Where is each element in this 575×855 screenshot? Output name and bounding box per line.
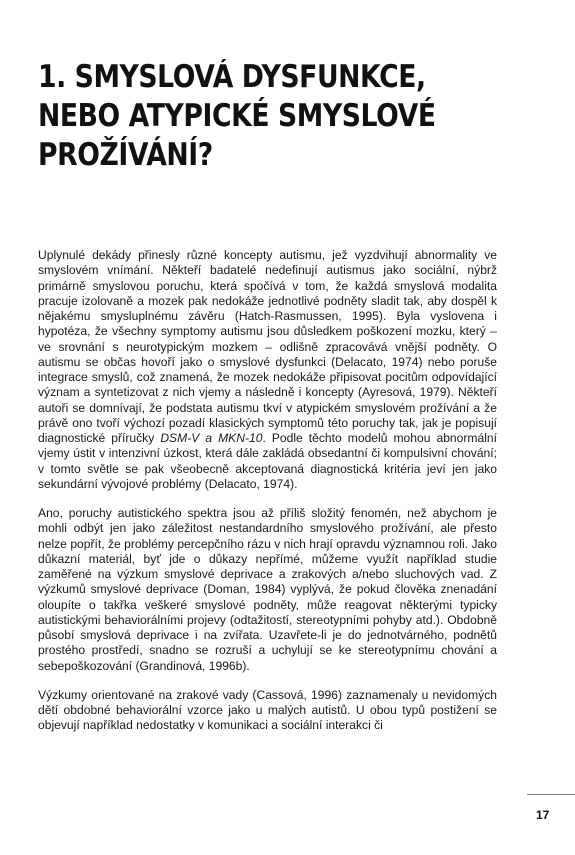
paragraph-italic-text: DSM-V a MKN-10	[160, 431, 263, 445]
paragraph-text: Ano, poruchy autistického spektra jsou až příliš složitý fenomén, než abychom je mohli odbýt jen jako záležitost nestandardního smyslového prožívání, ale přesto nelze popřít, že problémy percepčního rázu v nich hrají opravdu významnou roli. Jako důkazní materiál, byť jde o důkazy nepřímé, můžeme využít například studie zaměřené na výzkum smyslové deprivace a zrakových a/nebo sluchových vad. Z výzkumů smyslové deprivace (Doman, 1984) vyplývá, že pokud člověka znenadání oloupíte o takřka veškeré smyslové podněty, může reagovat některými typicky autistickými behaviorálními projevy (odtažitostí, stereotypními pohyby atd.). Obdobně působí smyslová deprivace i na zvířata. Uzavřete-li je do jednotvárného, podnětů prostého prostředí, snadno se rozruší a uchylují se ke stereotypnímu chování a sebepoškozování (Grandinová, 1996b).	[38, 506, 497, 673]
chapter-title	[38, 58, 468, 175]
page-number: 17	[536, 808, 550, 822]
paragraph-text: . Podle těchto modelů mohou abnormální vjemy ústit v intenzivní úzkost, která dále zakládá obsedantní či kompulsivní chování; v tomto světle se pak všeobecně akceptovaná diagnostická kritéria jeví jen jako sekundární vývojové problémy (Delacato, 1974).	[38, 431, 497, 491]
chapter-title-line: NEBO ATYPICKÉ SMYSLOVÉ	[38, 98, 436, 134]
paragraph-text: Uplynulé dekády přinesly různé koncepty autismu, jež vyzdvihují abnormality ve smyslovém vnímání. Někteří badatelé nedefinují autismus jako sociální, nýbrž primárně smyslovou poruchu, která spočívá v tom, že každá smyslová modalita pracuje izolovaně a mozek pak nedokáže jednotlivé podněty sladit tak, aby dospěl k nějakému smysluplnému závěru (Hatch-Rasmussen, 1995). Byla vyslovena i hypotéza, že všechny symptomy autismu jsou důsledkem poškození mozku, který – ve srovnání s neurotypickým mozkem – odlišně zpracovává vnější podněty. O autismu se občas hovoří jako o smyslové dysfunkci (Delacato, 1974) nebo poruše integrace smyslů, což znamená, že mozek nedokáže připisovat pocitům odpovídající význam a syntetizovat z nich vjemy a následně i koncepty (Ayresová, 1979). Někteří autoři se domnívají, že podstata autismu tkví v atypickém smyslovém prožívání a že právě ono tvoří výchozí pozadí klasických symptomů této poruchy tak, jak je popisují diagnostické příručky	[38, 248, 497, 445]
paragraph	[38, 506, 497, 674]
paragraph-text: Výzkumy orientované na zrakové vady (Cassová, 1996) zaznamenaly u nevidomých dětí obdobné behaviorální vzorce jako u malých autistů. U obou typů postižení se objevují například nedostatky v komunikaci a sociální interakci či	[38, 687, 497, 733]
chapter-title-line: 1. SMYSLOVÁ DYSFUNKCE,	[38, 59, 426, 95]
paragraph	[38, 248, 497, 492]
body-text	[38, 248, 497, 748]
paragraph	[38, 688, 497, 734]
chapter-title-line: PROŽÍVÁNÍ?	[38, 137, 213, 173]
page-number-rule	[527, 794, 575, 795]
